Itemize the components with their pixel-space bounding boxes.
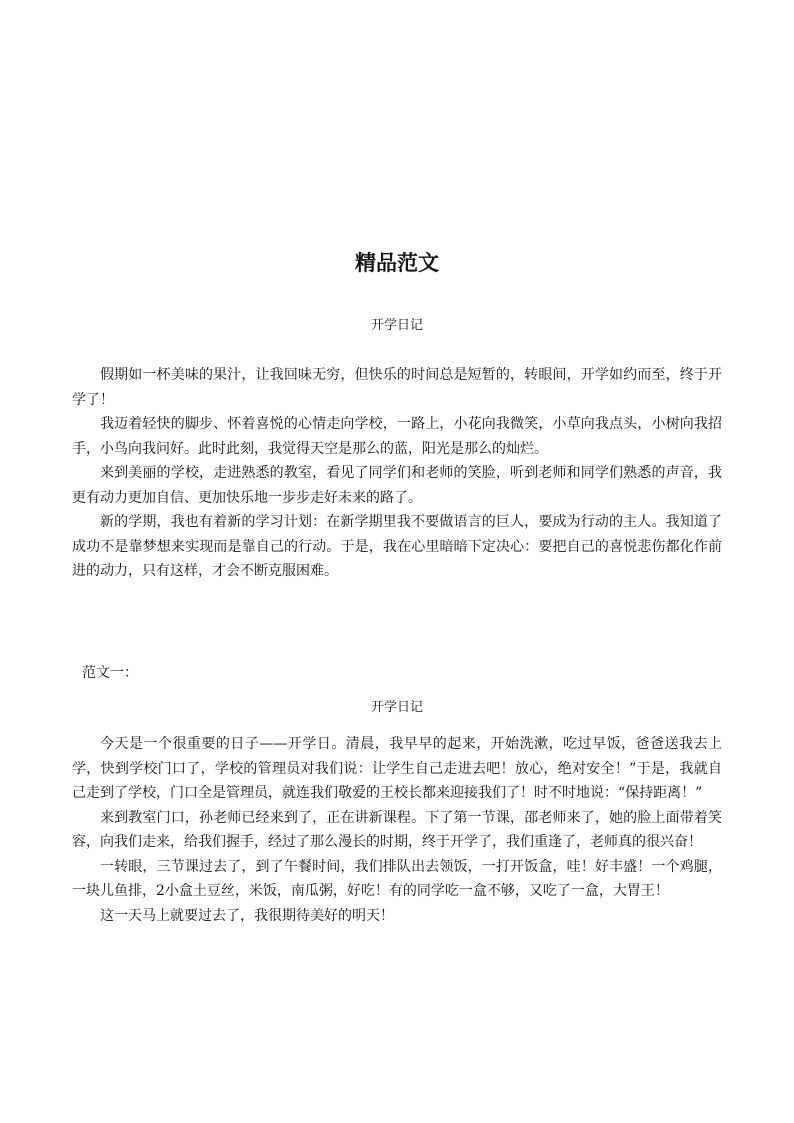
page-title: 精品范文	[355, 251, 439, 275]
essay-body	[72, 732, 722, 928]
paragraph: 我迈着轻快的脚步、怀着喜悦的心情走向学校，一路上，小花向我微笑，小草向我点头，小树向我招手，小鸟向我问好。此时此刻，我觉得天空是那么的蓝，阳光是那么的灿烂。	[72, 416, 722, 457]
paragraph: 新的学期，我也有着新的学习计划：在新学期里我不要做语言的巨人，要成为行动的主人。我知道了成功不是靠梦想来实现而是靠自己的行动。于是，我在心里暗暗下定决心：要把自己的喜悦悲伤都化作前进的动力，只有这样，才会不断克服困难。	[72, 514, 722, 579]
paragraph: 假期如一杯美味的果汁，让我回味无穷，但快乐的时间总是短暂的，转眼间，开学如约而至，终于开学了！	[72, 367, 722, 408]
paragraph: 今天是一个很重要的日子——开学日。清晨，我早早的起来，开始洗漱，吃过早饭，爸爸送我去上学，快到学校门口了，学校的管理员对我们说：让学生自己走进去吧！放心，绝对安全！”于是，我就自己走到了学校，门口全是管理员，就连我们敬爱的王校长都来迎接我们了！时不时地说：“保持距离！”	[72, 736, 722, 801]
paragraph: 来到教室门口，孙老师已经来到了，正在讲新课程。下了第一节课，邵老师来了，她的脸上面带着笑容，向我们走来，给我们握手，经过了那么漫长的时期，终于开学了，我们重逢了，老师真的很兴奋！	[72, 809, 722, 850]
paragraph: 来到美丽的学校，走进熟悉的教室，看见了同学们和老师的笑脸，听到老师和同学们熟悉的声音，我更有动力更加自信、更加快乐地一步步走好未来的路了。	[72, 465, 722, 506]
paragraph: 这一天马上就要过去了，我很期待美好的明天！	[100, 907, 394, 924]
section-label: 范文一：	[82, 665, 138, 681]
paragraph: 一转眼，三节课过去了，到了午餐时间，我们排队出去领饭，一打开饭盒，哇！好丰盛！一个鸡腿，一块儿鱼排，2小盒土豆丝，米饭，南瓜粥，好吃！有的同学吃一盒不够，又吃了一盒，大胃王！	[72, 858, 722, 899]
essay-title: 开学日记	[370, 318, 423, 333]
essay-title: 开学日记	[370, 700, 423, 715]
essay-body	[72, 363, 722, 584]
